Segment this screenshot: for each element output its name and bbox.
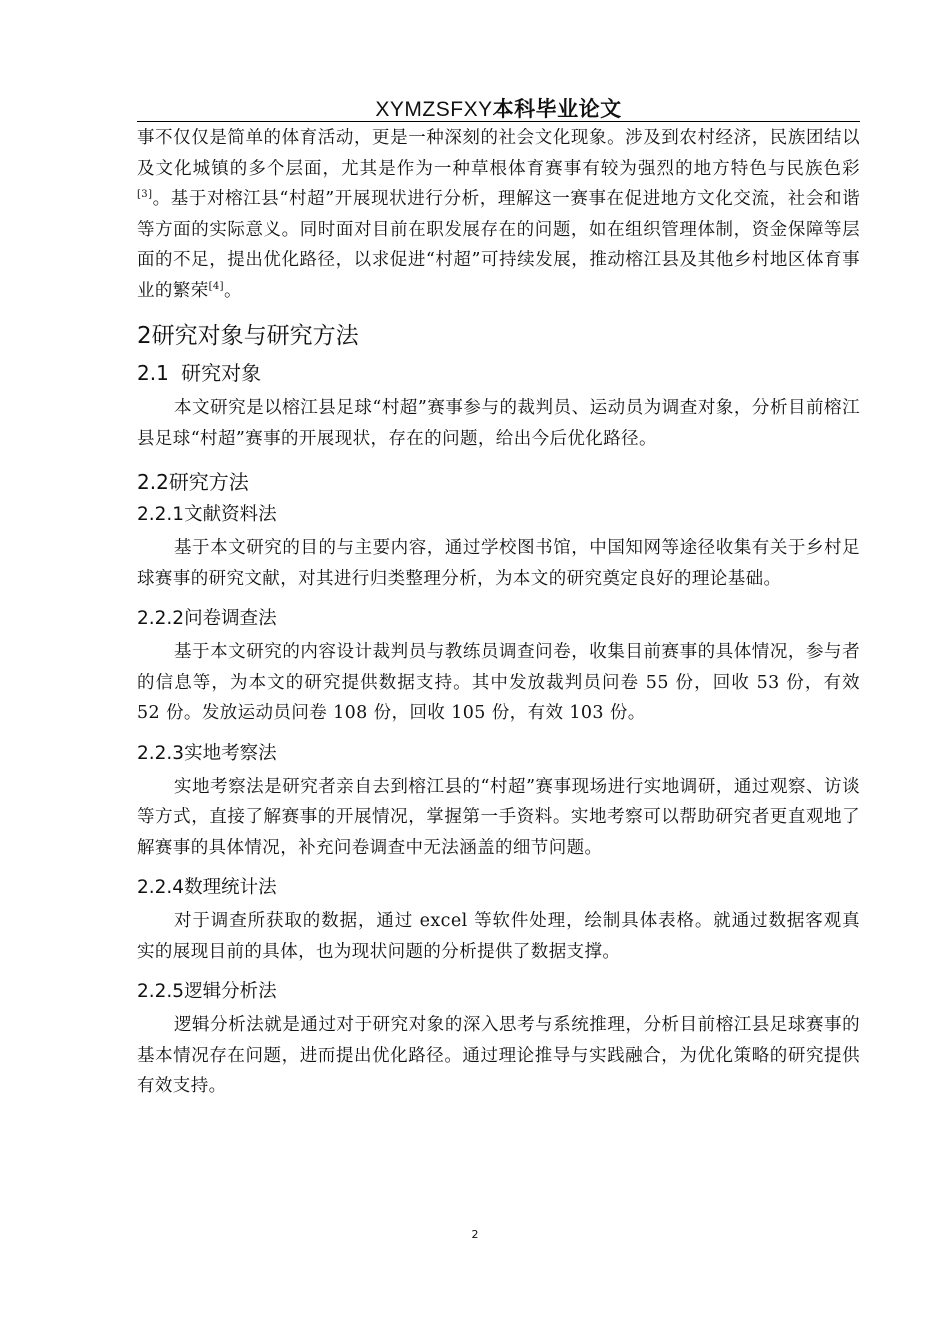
section-2-2-heading (137, 468, 860, 496)
section-number: 2.2.5 (137, 981, 185, 1002)
section-number: 2 (137, 323, 152, 349)
section-title: 逻辑分析法 (184, 981, 277, 1002)
section-title: 研究对象与研究方法 (151, 323, 359, 349)
section-number: 2.2.1 (137, 504, 185, 525)
intro-paragraph (137, 123, 860, 306)
page-header (137, 96, 860, 123)
section-2-2-4-heading (137, 875, 860, 901)
section-2-1-body: 本文研究是以榕江县足球“村超”赛事参与的裁判员、运动员为调查对象，分析目前榕江县足球“村超”赛事的开展现状，存在的问题，给出今后优化路径。 (137, 398, 860, 449)
intro-text-2: 。基于对榕江县“村超”开展现状进行分析，理解这一赛事在促进地方文化交流，社会和谐等方面的实际意义。同时面对目前在职发展存在的问题，如在组织管理体制，资金保障等层面的不足，提出优化路径，以求促进“村超”可持续发展，推动榕江县及其他乡村地区体育事业的繁荣 (137, 189, 860, 301)
section-2-2-2-heading (137, 606, 860, 632)
section-2-2-1-heading (137, 502, 860, 528)
header-rule (137, 121, 860, 122)
section-title: 数理统计法 (184, 877, 277, 898)
section-title: 研究方法 (168, 470, 249, 494)
section-2-2-3-body: 实地考察法是研究者亲自去到榕江县的“村超”赛事现场进行实地调研，通过观察、访谈等方式，直接了解赛事的开展情况，掌握第一手资料。实地考察可以帮助研究者更直观地了解赛事的具体情况，补充问卷调查中无法涵盖的细节问题。 (137, 776, 860, 858)
section-2-1-heading (137, 359, 860, 387)
intro-text: 事不仅仅是简单的体育活动，更是一种深刻的社会文化现象。涉及到农村经济，民族团结以及文化城镇的多个层面，尤其是作为一种草根体育赛事有较为强烈的地方特色与民族色彩 (137, 128, 860, 179)
section-2-heading (137, 321, 860, 351)
section-title: 文献资料法 (184, 504, 277, 525)
section-2-2-2-body: 基于本文研究的内容设计裁判员与教练员调查问卷，收集目前赛事的具体情况，参与者的信息等，为本文的研究提供数据支持。其中发放裁判员问卷 55 份，回收 53 份，有效 52 份。发放运动员问卷 108 份，回收 105 份，有效 103 份。 (137, 642, 860, 723)
section-number: 2.2.3 (137, 742, 185, 764)
intro-text-3: 。 (223, 280, 242, 301)
section-2-2-5-heading (137, 979, 860, 1005)
section-number: 2.2.4 (137, 877, 185, 898)
citation-3: [3] (137, 189, 153, 200)
header-title: 本科毕业论文 (492, 97, 622, 121)
section-title: 研究对象 (181, 361, 262, 385)
section-2-2-4-body: 对于调查所获取的数据，通过 excel 等软件处理，绘制具体表格。就通过数据客观真实的展现目前的具体，也为现状问题的分析提供了数据支撑。 (137, 911, 860, 962)
section-2-2-5-body: 逻辑分析法就是通过对于研究对象的深入思考与系统推理，分析目前榕江县足球赛事的基本情况存在问题，进而提出优化路径。通过理论推导与实践融合，为优化策略的研究提供有效支持。 (137, 1015, 860, 1096)
section-title: 实地考察法 (184, 742, 277, 764)
section-2-2-3-heading (137, 741, 860, 767)
section-number: 2.2.2 (137, 608, 185, 629)
section-title: 问卷调查法 (184, 608, 277, 629)
section-number: 2.2 (137, 470, 169, 494)
page-content (137, 123, 860, 1102)
header-latin: XYMZSFXY (375, 98, 493, 121)
page-number: 2 (471, 1228, 479, 1241)
section-2-2-1-body: 基于本文研究的目的与主要内容，通过学校图书馆，中国知网等途径收集有关于乡村足球赛事的研究文献，对其进行归类整理分析，为本文的研究奠定良好的理论基础。 (137, 538, 860, 589)
section-number: 2.1 (137, 361, 169, 385)
citation-4: [4] (208, 280, 224, 292)
